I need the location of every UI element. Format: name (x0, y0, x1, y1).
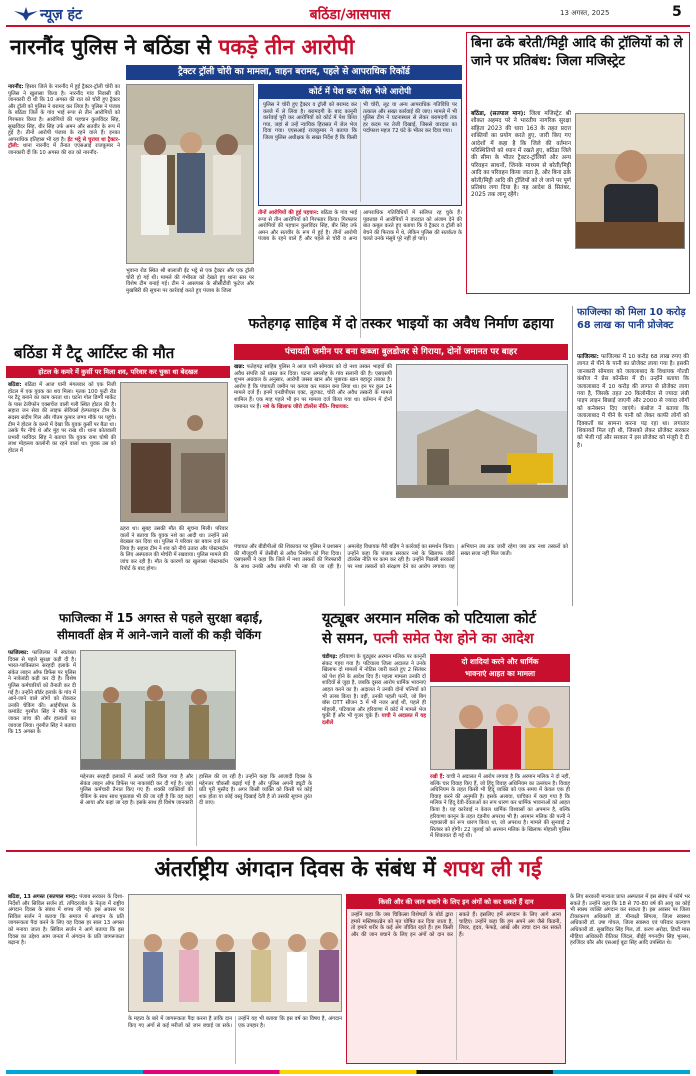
story7-column-2: रखी हैं: याची ने अदालत में आरोप लगाया है कि अरमान मलिक ने दो नहीं, बल्कि चार विवाह किए हैं, जो हिंदू विवाह अधिनियम का उल्लंघन है। विवाह अधिनियम के तहत किसी भी हिंदू व्यक्ति को एक समय में केवल एक ही विवाह करने की अनुमति है। इसके अलावा, याचिका में कहा गया है कि मलिक ने हिंदू देवी-देवताओं का रूप धारण कर धार्मिक भावनाओं को आहत किया है। यह कार्रवाई न केवल धार्मिक विश्वासों का अपमान है, बल्कि हरियाणा कानून के तहत दंडनीय अपराध भी है। अरमान मलिक की पत्नी ने महाकाली का रूप धारण किया था, जो अपराध है। मामले की सुनवाई 2 सितंबर को होगी। 22 जुलाई को अरमान मलिक के खिलाफ मोहाली पुलिस में शिकायत दी गई थी। (430, 774, 571, 840)
story2-magistrate-photo (575, 113, 685, 249)
story8-column-right: के लिए सरकारी मान्यता प्राप्त अस्पताल में इस संबंध में फॉर्म भर सकते हैं। उन्होंने कहा कि 18 से 70-80 वर्ष की आयु का कोई भी स्वस्थ व्यक्ति अंगदान कर सकता है। इस अवसर पर जिला टीकाकरण अधिकारी डॉ. मीनाक्षी सिंगला, जिला स्वास्थ्य अधिकारी डॉ. उषा गोयल, जिला स्वास्थ्य एवं परिवार कल्याण अधिकारी डॉ. सुखविंदर सिंह गिल, डॉ. करण अरोड़ा, डिप्टी मास मीडिया अधिकारी रीतिका जिंदल, बीईई गगनदीप सिंह भुल्लर, हरजिंदर कौर और एसआई बूटा सिंह आदि उपस्थित थे। (570, 894, 690, 947)
story4-strap: पंचायती जमीन पर बना कब्जा बुलडोजर से गिराया, दोनों जमानत पर बाहर (234, 344, 568, 360)
story7-headline-2: से समन, पत्नी समेत पेश होने का आदेश (322, 631, 534, 647)
story6-headline-1: फाजिल्का में 15 अगस्त से पहले सुरक्षा बढ़ाई, (59, 611, 263, 625)
story7-column-3 (574, 654, 690, 846)
story1-court-box (258, 84, 462, 206)
story5-headline: फाजिल्का को मिला 10 करोड़ 68 लाख का पानी प्रोजेक्ट (577, 307, 686, 331)
story4-headline: फतेहगढ़ साहिब में दो तस्कर भाइयों का अवैध निर्माण ढहाया (248, 316, 554, 332)
story1-box-text: पुलिस ने चोरी हुए ट्रैक्टर व ट्रॉली को बरामद कर कब्जे में ले लिया है। बरामदगी के बाद कानूनी कार्रवाई पूरी कर आरोपियों को कोर्ट में पेश किया गया, जहां से उन्हें न्यायिक हिरासत में जेल भेज दिया गया। एएसआई राजकुमार ने बताया कि जिला पुलिस अधीक्षक के सख्त निर्देश हैं कि किसी भी चोरी, लूट या अन्य आपराधिक गतिविधि पर तत्काल और सख्त कार्रवाई की जाए। मामले में भी पुलिस टीम ने घटनास्थल से लेकर बरामदगी तक हर कदम पर तेजी दिखाई, जिससे वारदात का पर्दाफाश महज 72 घंटे के भीतर कर दिया गया। (263, 102, 457, 141)
page-number: 5 (672, 4, 682, 20)
story6-headline-2: सीमावर्ती क्षेत्र में आने-जाने वालों की कड़ी चेकिंग (57, 628, 261, 642)
story3-column-right: ठहरा था। सुबह उसकी मौत की सूचना मिली। परिवार वालों ने बताया कि युवक नशे का आदी था। उन्होंने उसे बेदखल कर दिया था। पुलिस ने परिवार का बयान दर्ज कर लिया है। सहारा टीम ने शव को नीचे उतारा और पोस्टमार्टम के लिए अस्पताल की मोर्चरी में रखवाया। पुलिस मामले की जांच कर रही है। मौत के कारणों का खुलासा पोस्टमार्टम रिपोर्ट के बाद होगा। (120, 526, 228, 572)
story8-mid-text: के महत्व के बारे में जागरूकता पैदा करना है ताकि दान किए गए अंगों से कई मरीजों को जान बचाई जा सके। उन्होंने यह भी बताया कि इस वर्ष का विषय है, अंगदान एक उपहार है। (128, 1016, 342, 1029)
story8-headline: अंतर्राष्ट्रीय अंगदान दिवस के संबंध में शपथ ली गई (154, 857, 542, 882)
story1-headline: नारनौंद पुलिस ने बठिंडा से पकड़े तीन आरोपी (10, 35, 355, 59)
story6-columns-right: मद्देनजर सरहदी इलाकों में अलर्ट जारी किया गया है और सेकंड लाइन ऑफ डिफेंस पर नाकाबंदी कर दी गई है। जहां पुलिस कर्मचारी तैनात किए गए हैं। शक्की व्यक्तियों की चेकिंग के साथ साथ पूछताछ भी की जा रही है कि वह कहां से आया और कहां जा रहा है। इसके साथ ही विशेष जानकारी हासिल की जा रही है। उन्होंने कहा कि आजादी दिवस के मद्देनजर चौकसी बढ़ाई गई है और पुलिस अपनी ड्यूटी के प्रति पूरी मुस्तैद है। अगर किसी व्यक्ति को किसी पर कोई शक होता या कोई वस्तु दिखाई देती है तो उसकी सूचना तुरंत दी जाए। (80, 774, 312, 807)
story7-headline-1: यूट्यूबर अरमान मलिक को पटियाला कोर्ट (322, 611, 536, 627)
story8-box-title: किसी और की जान बचाने के लिए इन अंगों को कर सकते हैं दान (347, 895, 565, 909)
masthead (0, 0, 696, 28)
registration-strip (6, 1070, 690, 1074)
story2-headline: बिना ढके बरेती/मिट्टी आदि की ट्रॉलियों को ले जाने पर प्रतिबंध: जिला मजिस्ट्रेट (471, 36, 683, 69)
issue-date: 13 अगस्त, 2025 (560, 9, 610, 17)
story-armaan-malik (318, 610, 690, 846)
story6-column-left: फाजिल्का: फाजिल्का में स्वतंत्रता दिवस से पहले सुरक्षा कड़ी दी है। भारत-पाकिस्तान सरहदी इलाके में संकेत लाइन ऑफ डिफेंस पर पुलिस ने नाकेबंदी कड़ी कर दी है। विशेष पुलिस कर्मचारियों को तैनाती कर दी गई है। उन्होंने बॉर्डर इलाके के गांव में आने-जाने वाले लोगों को रोककर उनकी चेकिंग की। आईपीएस के कमांडेंट गुरमीत सिंह ने मौके पर जाकर जांच की और हालातों का जायजा लिया। गुरमीत सिंह ने बताया कि 15 अगस्त के (8, 650, 76, 736)
story7-column-1: चंडीगढ़: हरियाणा के यूट्यूबर अरमान मलिक पर कानूनी संकट गहरा गया है। पटियाला जिला अदालत ने उनके खिलाफ दो मामलों में नोटिस जारी करते हुए 2 सितंबर को पेश होने के आदेश दिए हैं। पहला मामला उनकी दो शादियों से जुड़ा है, जबकि दूसरा आरोप धार्मिक भावनाएं आहत करने का है। अदालत ने उनकी दोनों पत्नियों को भी तलब किया है। वहीं, उनकी पहली पत्नी, जो बिग बॉस OTT सीजन 3 में भी नजर आई थीं, पहले ही मोहाली, पटियाला और हरियाणा में कोर्ट में मामले भेज चुकी हैं और भी गुजर चुके हैं। याची ने अदालत में यह दलीलें (322, 654, 426, 726)
story3-column-left: बठिंडा: बठिंडा में आज यानी मंगलवार को एक निजी होटल में एक युवक का शव मिला। मृतक 100 फुटी रोड पर टैटू बनाने का काम करता था। घटना गोल डिग्गी मार्केट के पास टेलीफोन एक्सचेंज वाली गली स्थित होटल की है। सहारा जन सेवा की लाइफ सेवियर्स हेल्पलाइन टीम के सदस्य संदीप गिल और गौतम कुमार जग्गा मौके पर पहुंचे। टीम ने होटल के कमरे में देखा कि युवक कुर्सी पर बैठा था। उसके पैर नीचे थे और मुंह पर राख थी। थाना कोतवाली प्रभारी परविंदर सिंह ने बताया कि युवक रामा घोषी की लाश मोहल्ला कालोनी का रहने वाला था। युवक उस को होटल में (8, 382, 116, 454)
story4-bulldozer-photo (396, 364, 568, 498)
story8-column-left: बठिंडा, 13 अगस्त (सतपाल मान): पंजाब सरकार के दिशा-निर्देशों और सिविल सर्जन डॉ. तपिंदरजोत के नेतृत्व में राष्ट्रीय अंगदान दिवस के संबंध में शपथ ली गई। इस अवसर पर सिविल सर्जन ने बताया कि समाज में अंगदान के प्रति जागरूकता पैदा करने के लिए यह दिवस हर साल 13 अगस्त को मनाया जाता है। सिविल सर्जन ने आगे बताया कि इस दिवस का उद्देश्य आम जनता में अंगदान के प्रति जागरूकता बढ़ाना है। (8, 894, 125, 947)
story7-tag: दो शादियां करने और धार्मिक भावनाएं आहत का मामला (430, 654, 570, 682)
story-narnaund-police (6, 32, 462, 338)
story1-column-left: नारनौंद: हिसार जिले के नारनौंद में हुई ट्रैक्टर-ट्रॉली चोरी का पुलिस ने खुलासा किया है। नारनौंद गांव निवासी की जानकारी दी थी कि 10 अगस्त की रात को चोरी हुए ट्रैक्टर और ट्रॉली को पुलिस ने बरामद कर लिया है। पुलिस ने पंजाब के बठिंडा जिले के गांव भाई रूपा से तीन आरोपियों को गिरफ्तार किया है। आरोपियों की पहचान कुलविंदर सिंह, सुखविंदर सिंह, बीर सिंह उर्फ अमन और सतवीर के रूप में हुई है। तीनों आरोपी पंजाब के रहने वाले हैं। इनका आपराधिक इतिहास भी रहा है। ईंट भट्ठे से चुराया था ट्रैक्टर-ट्रॉली: थाना नारनौंद में तैनात एएसआई राजकुमार ने जानकारी दी कि 10 अगस्त की रात को नारनौंद- (8, 84, 120, 156)
story4-columns-bottom: पंचायत और बीडीपीओ की शिकायत पर पुलिस ने प्रशासन की मौजूदगी में जेसीबी से अवैध निर्माण को गिरा दिया। एसएसपी ने कहा कि जिले में नशा तस्करों की गिरफ्तारी के साथ उनकी अवैध संपत्ति भी नष्ट की जा रही है। अमलोह विधायक गैरी बड़िंग ने कार्रवाई का समर्थन किया। उन्होंने कहा कि पंजाब सरकार नशे के खिलाफ जीरो टॉलरेंस नीति पर काम कर रही है। उन्होंने पिछली सरकारों पर नशा तस्करों को संरक्षण देने का आरोप लगाया। यह अभियान तब तक जारी रहेगा जब तक नशा तस्करों को सख्त सजा नहीं मिल जाती। (234, 544, 568, 570)
story8-box-text: उन्होंने कहा कि जब चिकित्सा विशेषज्ञों के बोर्ड द्वारा हमारे मस्तिष्क/ब्रेन को मृत घोषित कर दिया जाता है, तो हमारे शरीर के कई अंग जीवित रहते हैं। हम किसी और की जान बचाने के लिए इन अंगों को दान कर सकते हैं। इसलिए हमें अंगदान के लिए आगे आना चाहिए। उन्होंने कहा कि हम अपने अंग जैसे किडनी, लिवर, हृदय, फेफड़े, आंखें और त्वचा दान कर सकते हैं। (351, 912, 561, 938)
story-fazilka-water-project (572, 306, 690, 606)
story7-couple-photo (430, 686, 570, 770)
story-trolley-ban (466, 32, 690, 294)
story5-text: फाजिल्का: फाजिल्का में 10 करोड़ 68 लाख रुपए की लागत से पीने के पानी का प्रोजेक्ट लाया गया है। इसकी जानकारी सोमवार को जलालाबाद के विधायक गोल्डी कंबोज ने प्रेस कॉन्फ्रेंस में दी। उन्होंने बताया कि जलालाबाद में 10 करोड़ की लागत से प्रोजेक्ट लाया गया है, जिसके तहत 20 किलोमीटर से ज्यादा लंबी पाइप लाइन बिछाई जाएगी और 2000 से ज्यादा लोगों को कनेक्शन दिए जाएंगे। कंबोज ने बताया कि जलालाबाद में पीने के पानी को लेकर काफी लोगों को दिक्कतों का सामना करना पड़ रहा था। लगातार शिकायतें मिल रही थी, जिसको लेकर प्रोजेक्ट सरकार को भेजी गई और सरकार ने इस प्रोजेक्ट को मंजूरी दे दी है। (577, 354, 690, 449)
newspaper-logo: न्यूज़ हंट (40, 7, 83, 23)
story8-organ-box (346, 894, 566, 1064)
story2-text-top: बठिंडा, (सतपाल मान): जिला मजिस्ट्रेट श्री शौकत अहमद परे ने भारतीय नागरिक सुरक्षा संहिता 2023 की धारा 163 के तहत प्रदत्त शक्तियों का प्रयोग करते हुए, जारी किए गए आदेशों में कहा है कि जिले की वर्तमान परिस्थितियों को ध्यान में रखते हुए, बठिंडा जिले की सीमा के भीतर ट्रैक्टर-ट्रॉलियों और अन्य परिवहन साधनों, जिनके माध्यम से बरेती/मिट्टी आदि का परिवहन किया जाता है, और बिना ढके बरेती/मिट्टी आदि की ट्रॉलियों को ले जाने पर पूर्ण प्रतिबंध लगा दिया है। यह आदेश 8 सितंबर, 2025 तक लागू रहेंगे। (471, 111, 571, 199)
story-fatehgarh-demolition (234, 306, 568, 606)
story-organ-donation (6, 850, 690, 1068)
story3-headline: बठिंडा में टैटू आर्टिस्ट की मौत (14, 344, 175, 362)
story3-strap: होटल के कमरे में कुर्सी पर मिला शव, परिवार कर चुका था बेदखल (6, 366, 230, 378)
story-fazilka-security (6, 610, 312, 846)
story6-police-checking-photo (80, 650, 236, 770)
eagle-logo-icon (14, 5, 38, 21)
story2-text-bottom-note (575, 253, 685, 291)
story-tattoo-artist (6, 342, 230, 606)
story4-columns-top: खन्ना: फतेहगढ़ साहिब पुलिस ने आज यानी सोमवार को दो नशा तस्कर भाइयों की अवैध संपत्ति को ध्वस्त कर दिया। पटना अमलोह के गांव सलानी की है। एसएसपी शुभम अग्रवाल के अनुसार, आरोपी जस्सा खान और मुबारक खान बहादुर तबका है। आरोप है कि पंचायती जमीन पर कब्जा कर मकान बना लिया था। इन पर कुल 14 मामले दर्ज हैं। इनमें एनडीपीएस एक्ट, लूटपाट, चोरी और अवैध तस्करी के मामले शामिल हैं। एक माह पहले भी इन पर मामला दर्ज किया गया था। वर्तमान में दोनों जमानत पर हैं। नशे के खिलाफ जीरो टॉलरेंस नीति- विधायक: (234, 364, 392, 410)
story8-pledge-photo (128, 894, 342, 1012)
section-name: बठिंडा/आसपास (309, 7, 391, 23)
story1-mid-text: भुवाना रोड स्थित श्री बालाजी ईंट भट्ठे से एक ट्रैक्टर और एक ट्रॉली चोरी हो गई थी। मामले की गंभीरता को देखते हुए थाना स्तर पर विशेष टीम बनाई गई। टीम ने आसपास के सीसीटीवी फुटेज और मुखबिरी की सूचना पर कार्रवाई करते हुए पंजाब के जिला (126, 268, 254, 294)
story3-hotel-room-photo (120, 382, 228, 522)
story1-strap: ट्रैक्टर ट्रॉली चोरी का मामला, वाहन बरामद, पहले से आपराधिक रिकॉर्ड (126, 65, 462, 80)
story1-box-title: कोर्ट में पेश कर जेल भेजे आरोपी (259, 85, 461, 99)
story1-lower-columns: तीनों आरोपियों की हुई पहचान: बठिंडा के गांव भाई रूपा से तीन आरोपियों को गिरफ्तार किया। गिरफ्तार आरोपियों की पहचान कुलविंदर सिंह, बीर सिंह उर्फ अमन और सतवीर के रूप में हुई है। तीनों आरोपी पंजाब के रहने वाले हैं और पहले से चोरी व अन्य आपराधिक गतिविधियों में संलिप्त रह चुके हैं। पूछताछ में आरोपियों ने वारदात को अंजाम देने की बात कबूल करते हुए बताया कि वे ट्रैक्टर व ट्रॉली को बेचने की फिराक में थे, लेकिन पुलिस की सतर्कता के चलते उनके मंसूबे पूरे नहीं हो पाए। (258, 210, 462, 243)
story1-arrested-men-photo (126, 84, 254, 264)
